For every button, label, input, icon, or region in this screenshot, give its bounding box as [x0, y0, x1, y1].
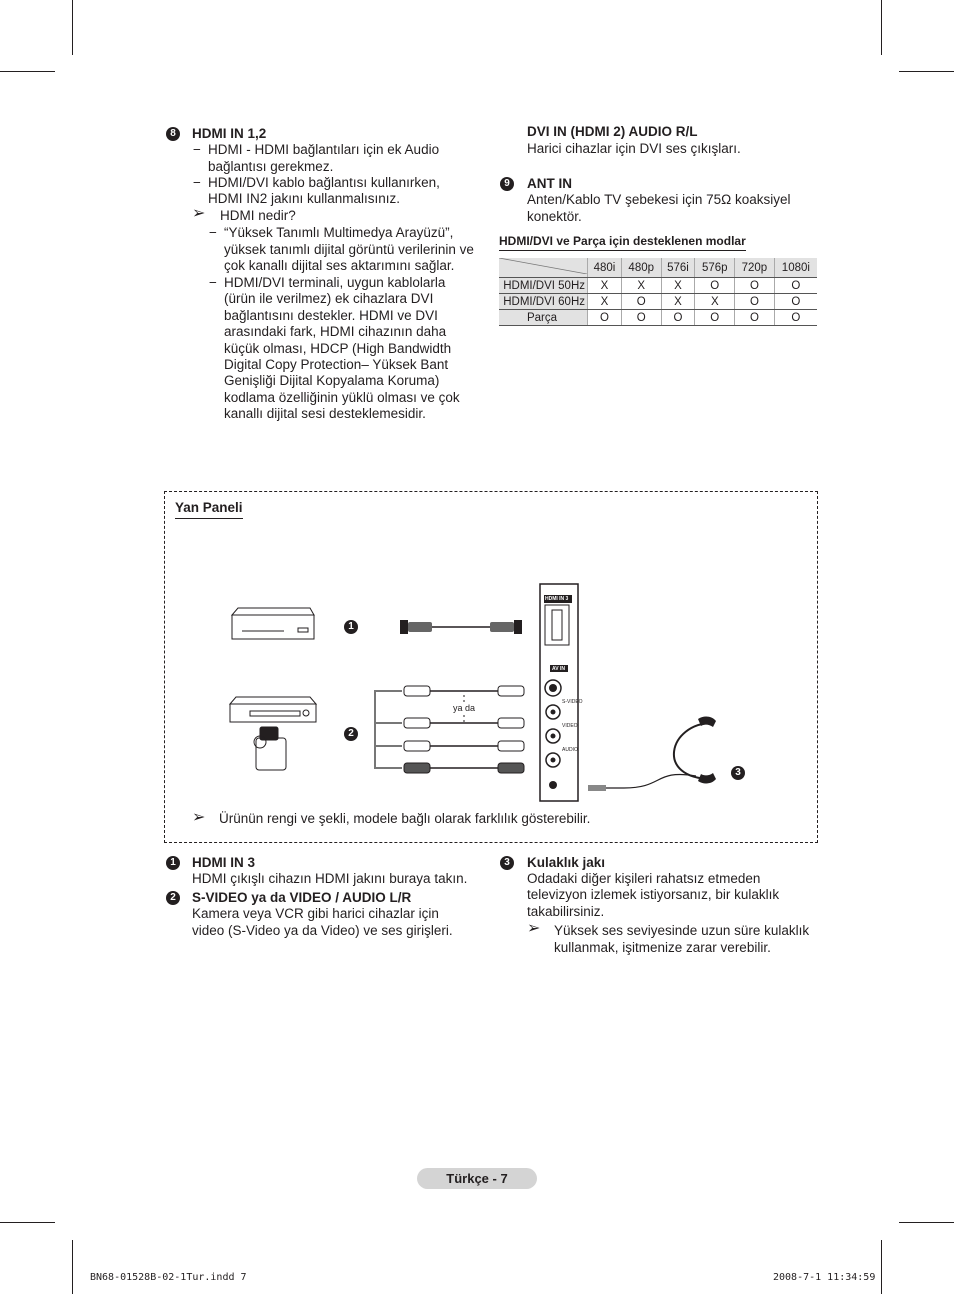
table-cell: O — [774, 310, 817, 326]
item8-line: Digital Copy Protection– Yüksek Bant — [224, 357, 449, 372]
table-row-label: Parça — [499, 310, 588, 326]
table-cell: O — [621, 294, 661, 310]
item8-line: HDMI/DVI terminali, uygun kablolarla — [224, 275, 446, 290]
item9-line: konektör. — [527, 209, 582, 224]
table-cell: X — [661, 294, 695, 310]
item8-line: “Yüksek Tanımlı Multimedya Arayüzü”, — [224, 225, 454, 240]
rca-cable-icon — [404, 718, 524, 728]
item8-dash: − — [209, 275, 217, 290]
bottom-item2-line: Kamera veya VCR gibi harici cihazlar için — [192, 906, 439, 921]
video-panel-label: VIDEO — [562, 723, 578, 729]
table-cell: O — [735, 310, 775, 326]
table-cell: O — [774, 294, 817, 310]
item8-line: bağlantısını destekler. HDMI ve DVI — [224, 308, 438, 323]
hdmi3-panel-label: HDMI IN 3 — [545, 596, 569, 602]
item8-dash: − — [193, 142, 201, 157]
bottom-item3-note: kullanmak, işitmenize zarar verebilir. — [554, 940, 771, 955]
crop-mark — [72, 0, 73, 55]
item8-line: çok kanallı dijital ses aktarımını sağlar. — [224, 258, 455, 273]
item-number-9: 9 — [500, 177, 514, 191]
bottom-item3-note: Yüksek ses seviyesinde uzun süre kulaklık — [554, 923, 810, 938]
table-row — [499, 310, 817, 326]
bottom-item3-line: Odadaki diğer kişileri rahatsız etmeden — [527, 871, 761, 886]
item9-line: Anten/Kablo TV şebekesi için 75Ω koaksiyel — [527, 192, 791, 207]
crop-mark — [72, 1240, 73, 1294]
item8-line: kanallı dijital sesi desteklemesidir. — [224, 406, 426, 421]
bottom-item3-title: Kulaklık jakı — [527, 855, 606, 870]
table-column-header: 720p — [735, 258, 775, 278]
file-date: 2008-7-1 11:34:59 — [773, 1272, 876, 1283]
rca-cable-icon — [404, 741, 524, 751]
panel-note: Ürünün rengi ve şekli, modele bağlı olarak farklılık gösterebilir. — [219, 811, 591, 826]
table-cell: X — [661, 278, 695, 294]
modes-table — [499, 258, 817, 326]
table-column-header: 576p — [695, 258, 735, 278]
table-row — [499, 278, 817, 294]
table-cell: O — [695, 310, 735, 326]
table-cell: O — [621, 310, 661, 326]
note-arrow-icon: ➢ — [527, 920, 541, 937]
table-header-row — [499, 258, 817, 278]
side-panel-title: Yan Paneli — [175, 500, 243, 519]
ya-da-label: ya da — [453, 703, 476, 713]
dvi-title: DVI IN (HDMI 2) AUDIO R/L — [527, 124, 698, 139]
table-column-header: 480i — [588, 258, 622, 278]
vcr-icon — [230, 697, 316, 722]
rca-cable-icon — [404, 763, 524, 773]
table-corner-cell — [499, 258, 588, 278]
crop-mark — [899, 1222, 954, 1223]
table-row — [499, 294, 817, 310]
note-arrow-icon: ➢ — [192, 809, 206, 826]
diagonal-line-icon — [499, 258, 587, 274]
item8-dash: − — [209, 225, 217, 240]
svideo-cable-icon — [404, 686, 524, 696]
table-cell: O — [735, 294, 775, 310]
item8-line: arasındaki fark, HDMI cihazının daha — [224, 324, 447, 339]
table-cell: O — [661, 310, 695, 326]
tv-side-panel-icon — [540, 584, 578, 801]
item8-title: HDMI IN 1,2 — [192, 126, 267, 141]
table-column-header: 480p — [621, 258, 661, 278]
item8-line: yüksek tanımlı dijital görüntü verilerinin ve — [224, 242, 474, 257]
table-cell: O — [735, 278, 775, 294]
camcorder-icon — [254, 727, 286, 770]
connection-diagram — [164, 491, 816, 841]
bottom-item2-line: video (S-Video ya da Video) ve ses girişleri. — [192, 923, 453, 938]
item8-line: HDMI - HDMI bağlantıları için ek Audio — [208, 142, 440, 157]
table-cell: O — [774, 278, 817, 294]
item8-line: (ürün ile verilmez) ek cihazlara DVI — [224, 291, 434, 306]
table-column-header: 1080i — [774, 258, 817, 278]
bottom-item-number-3: 3 — [500, 856, 514, 870]
diagram-marker-3: 3 — [731, 766, 745, 780]
page-number-badge: Türkçe - 7 — [417, 1168, 537, 1189]
headphones-icon — [588, 717, 716, 791]
diagram-marker-2: 2 — [344, 727, 358, 741]
dvi-text: Harici cihazlar için DVI ses çıkışları. — [527, 141, 741, 156]
item8-line: Genişliği Dijital Kopyalama Koruma) — [224, 373, 440, 388]
bottom-item-number-2: 2 — [166, 891, 180, 905]
item9-title: ANT IN — [527, 176, 572, 191]
table-row-label: HDMI/DVI 60Hz — [499, 294, 588, 310]
item8-line: kodlama özelliğinin yüklü olması ve çok — [224, 390, 460, 405]
bottom-item3-line: takabilirsiniz. — [527, 904, 605, 919]
table-cell: X — [695, 294, 735, 310]
item8-line: bağlantısı gerekmez. — [208, 159, 334, 174]
svideo-panel-label: S-VIDEO — [562, 699, 583, 705]
bottom-item1-title: HDMI IN 3 — [192, 855, 256, 870]
avin-panel-label: AV IN — [552, 666, 565, 672]
table-column-header: 576i — [661, 258, 695, 278]
modes-table-caption: HDMI/DVI ve Parça için desteklenen modlar — [499, 234, 746, 251]
crop-mark — [0, 1222, 55, 1223]
table-cell: X — [588, 294, 622, 310]
table-cell: X — [621, 278, 661, 294]
crop-mark — [899, 71, 954, 72]
crop-mark — [881, 1240, 882, 1294]
audio-panel-label: AUDIO — [562, 747, 578, 753]
file-name: BN68-01528B-02-1Tur.indd 7 — [90, 1272, 247, 1283]
crop-mark — [0, 71, 55, 72]
item8-line: HDMI IN2 jakını kullanmalısınız. — [208, 191, 401, 206]
table-cell: O — [695, 278, 735, 294]
diagram-marker-1: 1 — [344, 620, 358, 634]
item-number-8: 8 — [166, 127, 180, 141]
item8-line: HDMI/DVI kablo bağlantısı kullanırken, — [208, 175, 440, 190]
item8-line: HDMI nedir? — [220, 208, 296, 223]
crop-mark — [881, 0, 882, 55]
bracket-line — [375, 691, 402, 768]
bottom-item2-title: S-VIDEO ya da VIDEO / AUDIO L/R — [192, 890, 412, 905]
bottom-item3-line: televizyon izlemek istiyorsanız, bir kulaklık — [527, 887, 780, 902]
dvd-player-icon — [232, 608, 314, 639]
item8-line: küçük olması, HDCP (High Bandwidth — [224, 341, 452, 356]
table-cell: O — [588, 310, 622, 326]
item8-dash: − — [193, 175, 201, 190]
table-cell: X — [588, 278, 622, 294]
bottom-item1-text: HDMI çıkışlı cihazın HDMI jakını buraya takın. — [192, 871, 468, 886]
table-row-label: HDMI/DVI 50Hz — [499, 278, 588, 294]
note-arrow-icon: ➢ — [192, 205, 206, 222]
bottom-item-number-1: 1 — [166, 856, 180, 870]
hdmi-cable-icon — [400, 620, 522, 634]
